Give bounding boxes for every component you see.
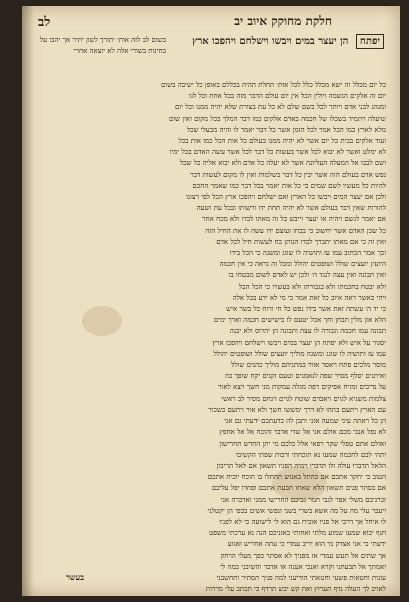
commentary-line: להורות שאין דבר בעולם אשר לא יהיה תחת ידו ורשותו ובכל עת ושעה — [196, 204, 386, 213]
commentary-line: ויהי כאשר ראה איוב כל זאת אמר כי מי לא ידע בכל אלה — [232, 293, 386, 302]
catchword: בעשר — [66, 572, 84, 582]
side-commentary: בשום לב לזה אות׳ יתורך לשון יתיר אך יהבו על בחינות בשורי אלה לא יוצאה אחרי — [39, 36, 166, 55]
commentary-line: אם יאמר לגשם ויהיה או יעצר וייבש כל זה מאתו לבדו ולא מכח אחר — [202, 215, 386, 224]
commentary-line: תבונה עמו חכמה וגבורה לו עצה ותבונה הן יהרוס ולא יבנה — [229, 327, 386, 336]
commentary-line: ושם לבבו אל המעלה העליונה אשר לא יעלה כל אדם ולא יבוא אליה כל שכל — [179, 159, 386, 168]
commentary-line: ולא יבטח בחכמתו ולא בגבורתו ולא בעשרו כי הכל הבל — [238, 282, 386, 291]
commentary-line: צלמות משגיא לגוים ויאבדם שוטח לגוים וינחם מסיר לב ראשי — [221, 394, 386, 403]
page-title: חלקת מחוקק איוב יב — [234, 14, 332, 28]
commentary-line: ומנהג לבני אדם ויותר לכל בשם שלם לא כל עת בצורת שלא יהיה ממנו וכל יום — [175, 103, 386, 112]
book-page — [22, 6, 400, 596]
commentary-line: ואולם אתם טפלי שקר רפאי אלל כלכם מי יתן החרש תחרישון — [219, 439, 386, 448]
commentary-line: ותהי לכם לחכמה שמעו נא תוכחתי ורבות שפתי הקשיבו — [236, 450, 386, 459]
commentary-line: לא נפל אנכי מכם אולם אני אל שדי אדבר והוכח אל אל אחפץ — [219, 428, 386, 437]
verse-text: הן יעצר במים ויבשו וישלחם ויהפכו ארץ — [192, 36, 349, 47]
commentary-line: להיות כל מעשיו לשם שמים כי כל אות יאמר בכל דבר כמו שאמר החכם — [192, 181, 386, 190]
commentary-line: הטוב כי יחקר אתכם אם כהתל באנוש תהתלו בו הוכח יוכיח אתכם — [207, 473, 386, 482]
commentary-line: ויעבר עלי מה על מה אשא בשרי בשני ונפשי אשים בכפי הן יקטלני — [207, 506, 386, 515]
commentary-line: יום זה אלקים הנשמה ויולין הכל אין יום עולם הדבר מזה בכל אחת וכל לנו — [188, 92, 386, 101]
commentary-line: לאויב לך העלה נדף תערוץ ואת קש יבש תרדף כי תכתב עלי מררות — [205, 585, 386, 594]
commentary-line: מלא לארץ כמו הכל אמר לכל הזמן אשר כל דבר יאמר לו והיה מבעלי שכל — [186, 125, 386, 134]
commentary-line: זכרניכם משלי אפר לגבי חמר גביכם החרישו ממני ואדברה אני — [220, 495, 386, 504]
commentary-line: אך שתים אל תעש עמדי אז מפניך לא אסתר כפך מעלי הרחק — [220, 551, 386, 560]
commentary-line: ולכן אם יעצר המים ויבשו כל הארץ ואם ישלחם ויהפכו ארץ הכל לפי רצונו — [185, 193, 386, 202]
commentary-line: הלא אזן מלין תבחן וחך אכל יטעם לו בישישים חכמה וארך ימים — [213, 316, 386, 325]
folio-number: לב — [38, 15, 51, 30]
commentary-line: עונות וחטאות פשעי וחטאתי הודיעני למה פניך תסתיר ותחשבני — [216, 573, 386, 582]
commentary-line: ואין זה כי אם מאתו יתברך לבדו הנותן כח לעשות חיל לכל אדם — [216, 237, 386, 246]
commentary-line: יסגור על איש ולא יפתח הן יעצר במים ויבשו וישלחם ויהפכו ארץ — [212, 338, 386, 347]
running-header — [38, 14, 384, 32]
commentary-line: עם הארץ ויתעם בתהו לא דרך ימששו חשך ולא אור ויתעם כשכור — [208, 405, 386, 414]
commentary-line: כל שכן האדם אשר יחשוב כי בכחו ועוצם ידו עשה לו את החיל הזה — [205, 226, 386, 235]
binding-shadow — [22, 6, 34, 596]
commentary-line: כל יום מכלל זה ישא מכלל כלל לכל אות׳ תחלת תהיה בכללם באופן כל ישיבה בשום — [161, 81, 386, 89]
commentary-line: כי יד ה׳ עשתה זאת אשר בידו נפש כל חי ורוח כל בשר איש — [226, 305, 386, 314]
commentary-line: חנף יבוא שמעו שמוע מלתי ואחותי באזניכם הנה נא ערכתי משפט — [209, 529, 386, 538]
commentary-line: וכך אמר הכתוב עמו עז ותושיה לו שוגג ומשגה כי הכל בידו — [229, 249, 386, 258]
commentary-line: היועץ יועצים שולל ושופטים יהולל ומכל זה נראה כי אין חכמה — [219, 260, 386, 269]
commentary-line: לו איחל אך דרכי אל פניו אוכיח גם הוא לי לישועה כי לא לפניו — [219, 517, 386, 526]
commentary-line: שיעלה ויתמיד בשכלו של חכמה באדם אלקים כמו דבר המלך בכל מקום ואין שום — [168, 114, 386, 123]
commentary-line: לא ימלט ואשר לא יבוא לכל אשר בעשות כל דבר לכל אשר עשה האדם בכל ימיו — [169, 148, 386, 157]
commentary-text-block — [36, 80, 386, 594]
commentary-line: ואיתנים יסלף מסיר שפה לנאמנים וטעם זקנים יקח שופך בוז — [225, 372, 386, 381]
commentary-line: ידעתי כי אני אצדק מי הוא יריב עמדי כי עתה אחריש ואגוע — [227, 540, 386, 549]
commentary-line: ואמתך אל תבעתני וקרא ואנכי אענה או אדבר והשיבני כמה לי — [220, 562, 386, 571]
commentary-line: ואין תבונה ואין עצה לנגד ה׳ ולכן יש לאדם לשום מבטחו בו — [228, 271, 386, 280]
commentary-line: מוסר מלכים פתח ויאסר אזור במתניהם מוליך כהנים שולל — [231, 361, 386, 370]
biblical-verse — [172, 34, 384, 78]
commentary-line: אם בסתר פנים תשאון הלא שאתו תבעת אתכם ופחדו יפל עליכם — [211, 484, 386, 493]
commentary-line: עמו עז ותושיה לו שוגג ומשגה מוליך יועצים שולל ושופטים יהולל — [213, 349, 386, 358]
commentary-line: הן כל ראתה עיני שמעה אזני ותבן לה כדעתכם ידעתי גם אני — [224, 417, 386, 426]
commentary-line: הלאל תדברו עולה ולו תדברו רמיה הפניו תשאון אם לאל תריבון — [216, 461, 386, 470]
boxed-opening-word: יפתח — [356, 34, 384, 49]
commentary-line: על נדיבים ומזיח אפיקים רפה מגלה עמקות מני חשך ויצא לאור — [218, 383, 386, 392]
commentary-line: ועוד אלקים בבית כל יום אשר לא יהיה ממנו בעולם כל אות הכל כמו אות בכל — [178, 137, 386, 146]
commentary-line: נפש אדם בעולם הזה אשר יבין כל דבר בשלמות ואין לו מקום לעשות דבר — [190, 170, 386, 179]
